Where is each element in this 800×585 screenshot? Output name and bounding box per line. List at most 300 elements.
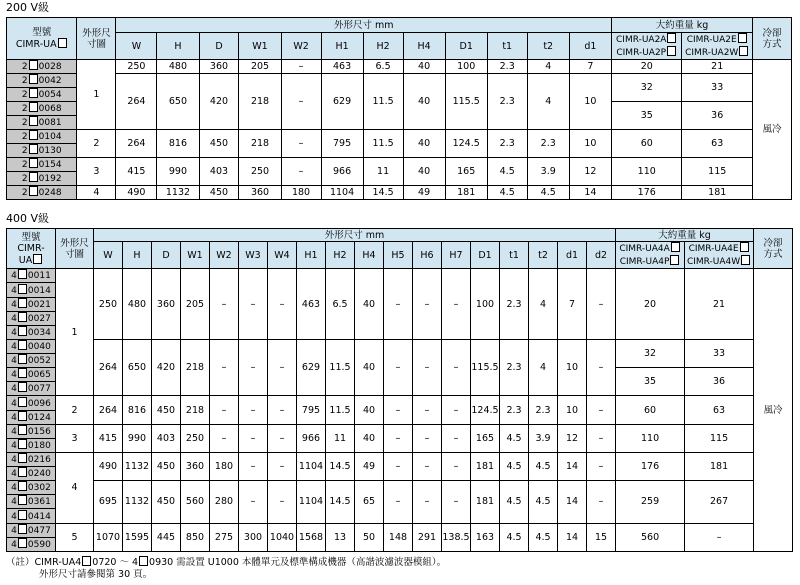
placeholder-box-icon bbox=[18, 382, 27, 392]
placeholder-box-icon bbox=[82, 556, 91, 566]
dim-cell: – bbox=[587, 424, 616, 452]
dim-cell: 264 bbox=[94, 396, 123, 424]
placeholder-box-icon bbox=[670, 255, 679, 265]
dim-cell: 650 bbox=[123, 339, 152, 396]
placeholder-box-icon bbox=[29, 102, 38, 112]
col-header: t1 bbox=[500, 242, 529, 269]
dim-cell: 795 bbox=[321, 130, 363, 158]
dim-cell: – bbox=[281, 158, 321, 186]
dim-cell: 990 bbox=[123, 424, 152, 452]
col-header: W bbox=[116, 33, 157, 60]
placeholder-box-icon bbox=[18, 354, 27, 364]
placeholder-box-icon bbox=[667, 33, 676, 43]
dim-cell: 11.5 bbox=[326, 396, 355, 424]
dim-cell: 2.3 bbox=[487, 74, 527, 130]
dim-cell: – bbox=[413, 481, 442, 523]
weight-cell: 115 bbox=[685, 424, 754, 452]
placeholder-box-icon bbox=[18, 284, 27, 294]
weight-cell: 181 bbox=[685, 452, 754, 480]
dim-cell: 14.5 bbox=[326, 481, 355, 523]
placeholder-box-icon bbox=[18, 538, 27, 548]
model-cell: 4 0096 bbox=[7, 396, 56, 410]
placeholder-box-icon bbox=[18, 411, 27, 421]
placeholder-box-icon bbox=[29, 172, 38, 182]
dim-cell: 415 bbox=[116, 158, 157, 186]
col-header: H4 bbox=[355, 242, 384, 269]
dim-cell: – bbox=[268, 339, 297, 396]
placeholder-box-icon bbox=[18, 312, 27, 322]
dim-cell: – bbox=[281, 74, 321, 130]
dim-cell: 115.5 bbox=[471, 339, 500, 396]
dim-cell: 650 bbox=[157, 74, 199, 130]
dim-cell: 1132 bbox=[123, 452, 152, 480]
dim-cell: 360 bbox=[181, 452, 210, 480]
dim-cell: 1040 bbox=[268, 523, 297, 551]
header-cooling: 冷卻 方式 bbox=[752, 18, 791, 60]
dim-cell: 275 bbox=[210, 523, 239, 551]
dim-cell: 10 bbox=[569, 74, 611, 130]
title-400v: 400 V級 bbox=[6, 212, 50, 225]
dim-cell: 2.3 bbox=[500, 269, 529, 340]
dim-cell: – bbox=[281, 130, 321, 158]
dim-cell: 50 bbox=[355, 523, 384, 551]
dim-cell: 11.5 bbox=[363, 130, 403, 158]
dim-cell: 181 bbox=[471, 481, 500, 523]
placeholder-box-icon bbox=[739, 46, 748, 56]
dim-cell: 360 bbox=[239, 186, 281, 200]
dim-cell: 1104 bbox=[297, 481, 326, 523]
dim-cell: 11.5 bbox=[363, 74, 403, 130]
header-model: 型號 CIMR- UA bbox=[7, 229, 56, 269]
col-header: H2 bbox=[363, 33, 403, 60]
model-cell: 2 0081 bbox=[7, 116, 77, 130]
dim-cell: 450 bbox=[152, 452, 181, 480]
model-cell: 4 0040 bbox=[7, 339, 56, 353]
col-header: D bbox=[199, 33, 239, 60]
dim-cell: 360 bbox=[152, 269, 181, 340]
weight-cell: 33 bbox=[685, 339, 754, 367]
dim-cell: 100 bbox=[471, 269, 500, 340]
dim-cell: 40 bbox=[355, 269, 384, 340]
dim-cell: 6.5 bbox=[363, 60, 403, 74]
footnote: （註）CIMR-UA4 0720 ～ 4 0930 需設置 U1000 本體單元及標準構成機器（高諧波濾波器模組）。 外形尺寸請參閱第 30 頁。 bbox=[6, 557, 447, 580]
dim-cell: 2.3 bbox=[500, 396, 529, 424]
dim-cell: 4 bbox=[527, 60, 569, 74]
weight-cell: 181 bbox=[682, 186, 752, 200]
dim-cell: 4.5 bbox=[529, 523, 558, 551]
col-header: W2 bbox=[210, 242, 239, 269]
dim-cell: 1132 bbox=[123, 481, 152, 523]
dim-cell: 163 bbox=[471, 523, 500, 551]
model-cell: 4 0077 bbox=[7, 382, 56, 396]
dim-cell: 480 bbox=[157, 60, 199, 74]
dim-cell: – bbox=[442, 269, 471, 340]
model-cell: 4 0052 bbox=[7, 354, 56, 368]
col-header: D1 bbox=[471, 242, 500, 269]
dim-cell: 403 bbox=[152, 424, 181, 452]
dim-cell: 250 bbox=[181, 424, 210, 452]
dim-cell: 180 bbox=[281, 186, 321, 200]
weight-cell: – bbox=[685, 523, 754, 551]
dim-cell: 420 bbox=[199, 74, 239, 130]
dim-cell: – bbox=[442, 452, 471, 480]
model-cell: 4 0021 bbox=[7, 297, 56, 311]
dim-cell: 966 bbox=[321, 158, 363, 186]
placeholder-box-icon bbox=[58, 38, 67, 48]
dim-cell: 4.5 bbox=[500, 523, 529, 551]
dim-cell: 100 bbox=[445, 60, 487, 74]
weight-cell: 35 bbox=[616, 368, 685, 396]
col-header: W2 bbox=[281, 33, 321, 60]
col-header: D bbox=[152, 242, 181, 269]
dim-cell: 291 bbox=[413, 523, 442, 551]
figure-cell: 3 bbox=[77, 158, 116, 186]
weight-cell: 35 bbox=[612, 102, 682, 130]
model-cell: 4 0240 bbox=[7, 467, 56, 481]
placeholder-box-icon bbox=[18, 368, 27, 378]
placeholder-box-icon bbox=[18, 467, 27, 477]
model-cell: 2 0068 bbox=[7, 102, 77, 116]
dim-cell: 1070 bbox=[94, 523, 123, 551]
figure-cell: 3 bbox=[56, 424, 94, 452]
col-header: W4 bbox=[268, 242, 297, 269]
dim-cell: 40 bbox=[355, 339, 384, 396]
col-header: H1 bbox=[297, 242, 326, 269]
col-header: d2 bbox=[587, 242, 616, 269]
dim-cell: 450 bbox=[199, 130, 239, 158]
dim-cell: 181 bbox=[445, 186, 487, 200]
weight-cell: 267 bbox=[685, 481, 754, 523]
header-figure: 外形尺 寸圖 bbox=[77, 18, 116, 60]
placeholder-box-icon bbox=[741, 255, 750, 265]
figure-cell: 1 bbox=[56, 269, 94, 396]
placeholder-box-icon bbox=[29, 74, 38, 84]
footnote-line-2: 外形尺寸請參閱第 30 頁。 bbox=[39, 569, 153, 580]
dim-cell: – bbox=[239, 452, 268, 480]
dim-cell: 560 bbox=[181, 481, 210, 523]
model-cell: 4 0216 bbox=[7, 452, 56, 466]
weight-cell: 32 bbox=[612, 74, 682, 102]
col-header: H4 bbox=[403, 33, 445, 60]
header-dimensions: 外形尺寸 mm bbox=[94, 229, 616, 242]
dim-cell: 4.5 bbox=[529, 481, 558, 523]
dim-cell: 1132 bbox=[157, 186, 199, 200]
weight-cell: 176 bbox=[616, 452, 685, 480]
model-cell: 4 0414 bbox=[7, 509, 56, 523]
dim-cell: 10 bbox=[558, 339, 587, 396]
dim-cell: 629 bbox=[297, 339, 326, 396]
weight-cell: 20 bbox=[612, 60, 682, 74]
dim-cell: 40 bbox=[403, 130, 445, 158]
placeholder-box-icon bbox=[738, 33, 747, 43]
figure-cell: 2 bbox=[56, 396, 94, 424]
dim-cell: 1104 bbox=[321, 186, 363, 200]
dim-cell: 2.3 bbox=[487, 130, 527, 158]
dim-cell: 450 bbox=[199, 186, 239, 200]
dim-cell: 7 bbox=[558, 269, 587, 340]
dim-cell: 4 bbox=[529, 269, 558, 340]
dim-cell: 4.5 bbox=[529, 452, 558, 480]
dim-cell: – bbox=[442, 396, 471, 424]
dim-cell: 1568 bbox=[297, 523, 326, 551]
dim-cell: 250 bbox=[94, 269, 123, 340]
placeholder-box-icon bbox=[740, 242, 749, 252]
dim-cell: 10 bbox=[569, 130, 611, 158]
dim-cell: 40 bbox=[403, 74, 445, 130]
model-cell: 2 0154 bbox=[7, 158, 77, 172]
placeholder-box-icon bbox=[33, 254, 42, 264]
placeholder-box-icon bbox=[139, 556, 148, 566]
dim-cell: – bbox=[268, 396, 297, 424]
dim-cell: 463 bbox=[297, 269, 326, 340]
weight-cell: 110 bbox=[616, 424, 685, 452]
col-header: H5 bbox=[384, 242, 413, 269]
weight-header-a: CIMR-UA2A CIMR-UA2P bbox=[612, 33, 682, 60]
dim-cell: 205 bbox=[181, 269, 210, 340]
dim-cell: 360 bbox=[199, 60, 239, 74]
dim-cell: – bbox=[413, 452, 442, 480]
dim-cell: – bbox=[587, 396, 616, 424]
col-header: d1 bbox=[558, 242, 587, 269]
model-cell: 2 0248 bbox=[7, 186, 77, 200]
header-model: 型號 CIMR-UA bbox=[7, 18, 77, 60]
title-200v: 200 V級 bbox=[6, 1, 50, 14]
figure-cell: 1 bbox=[77, 60, 116, 130]
dim-cell: – bbox=[442, 424, 471, 452]
dim-cell: – bbox=[442, 481, 471, 523]
dim-cell: 4 bbox=[529, 339, 558, 396]
placeholder-box-icon bbox=[18, 298, 27, 308]
dim-cell: 218 bbox=[181, 339, 210, 396]
dim-cell: – bbox=[587, 339, 616, 396]
model-cell: 2 0042 bbox=[7, 74, 77, 88]
dim-cell: 165 bbox=[445, 158, 487, 186]
dim-cell: 490 bbox=[116, 186, 157, 200]
col-header: D1 bbox=[445, 33, 487, 60]
dim-cell: 2.3 bbox=[487, 60, 527, 74]
dim-cell: 3.9 bbox=[527, 158, 569, 186]
dim-cell: 4.5 bbox=[487, 186, 527, 200]
placeholder-box-icon bbox=[18, 340, 27, 350]
dim-cell: 181 bbox=[471, 452, 500, 480]
dim-cell: 415 bbox=[94, 424, 123, 452]
dim-cell: 264 bbox=[94, 339, 123, 396]
cooling-cell: 風冷 bbox=[754, 269, 793, 552]
table-200v bbox=[6, 17, 792, 200]
weight-cell: 20 bbox=[616, 269, 685, 340]
dim-cell: – bbox=[384, 339, 413, 396]
dim-cell: 148 bbox=[384, 523, 413, 551]
dim-cell: – bbox=[239, 424, 268, 452]
dim-cell: – bbox=[239, 481, 268, 523]
dim-cell: – bbox=[413, 339, 442, 396]
dim-cell: 420 bbox=[152, 339, 181, 396]
placeholder-box-icon bbox=[18, 439, 27, 449]
dim-cell: 218 bbox=[181, 396, 210, 424]
weight-cell: 60 bbox=[612, 130, 682, 158]
weight-cell: 21 bbox=[685, 269, 754, 340]
header-weight: 大約重量 kg bbox=[612, 18, 753, 33]
model-cell: 4 0034 bbox=[7, 325, 56, 339]
dim-cell: – bbox=[268, 452, 297, 480]
dim-cell: 124.5 bbox=[445, 130, 487, 158]
header-figure: 外形尺 寸圖 bbox=[56, 229, 94, 269]
header-dimensions: 外形尺寸 mm bbox=[116, 18, 612, 33]
model-cell: 4 0027 bbox=[7, 311, 56, 325]
placeholder-box-icon bbox=[18, 326, 27, 336]
dim-cell: 180 bbox=[210, 452, 239, 480]
dim-cell: 450 bbox=[152, 396, 181, 424]
dim-cell: 2.3 bbox=[529, 396, 558, 424]
dim-cell: 280 bbox=[210, 481, 239, 523]
dim-cell: – bbox=[587, 452, 616, 480]
dim-cell: – bbox=[413, 396, 442, 424]
col-header: W1 bbox=[181, 242, 210, 269]
weight-header-b: CIMR-UA4E CIMR-UA4W bbox=[685, 242, 754, 269]
dim-cell: – bbox=[384, 424, 413, 452]
dim-cell: 795 bbox=[297, 396, 326, 424]
weight-cell: 115 bbox=[682, 158, 752, 186]
dim-cell: – bbox=[239, 269, 268, 340]
col-header: H6 bbox=[413, 242, 442, 269]
dim-cell: – bbox=[587, 481, 616, 523]
dim-cell: 1595 bbox=[123, 523, 152, 551]
col-header: W1 bbox=[239, 33, 281, 60]
placeholder-box-icon bbox=[18, 397, 27, 407]
figure-cell: 2 bbox=[77, 130, 116, 158]
col-header: H bbox=[123, 242, 152, 269]
dim-cell: – bbox=[384, 452, 413, 480]
dim-cell: 40 bbox=[355, 424, 384, 452]
model-cell: 4 0156 bbox=[7, 424, 56, 438]
dim-cell: 1104 bbox=[297, 452, 326, 480]
model-cell: 4 0477 bbox=[7, 523, 56, 537]
model-cell: 2 0192 bbox=[7, 172, 77, 186]
dim-cell: 138.5 bbox=[442, 523, 471, 551]
dim-cell: – bbox=[210, 339, 239, 396]
dim-cell: 10 bbox=[558, 396, 587, 424]
model-cell: 4 0361 bbox=[7, 495, 56, 509]
header-weight: 大約重量 kg bbox=[616, 229, 754, 242]
weight-cell: 32 bbox=[616, 339, 685, 367]
cooling-cell: 風冷 bbox=[752, 60, 791, 200]
weight-cell: 63 bbox=[682, 130, 752, 158]
dim-cell: 264 bbox=[116, 74, 157, 130]
col-header: t2 bbox=[529, 242, 558, 269]
figure-cell: 4 bbox=[77, 186, 116, 200]
dim-cell: 990 bbox=[157, 158, 199, 186]
dim-cell: – bbox=[268, 269, 297, 340]
dim-cell: 264 bbox=[116, 130, 157, 158]
weight-cell: 60 bbox=[616, 396, 685, 424]
header-cooling: 冷卻 方式 bbox=[754, 229, 793, 269]
dim-cell: 14 bbox=[558, 481, 587, 523]
placeholder-box-icon bbox=[18, 524, 27, 534]
col-header: H2 bbox=[326, 242, 355, 269]
dim-cell: – bbox=[268, 481, 297, 523]
dim-cell: – bbox=[442, 339, 471, 396]
dim-cell: 3.9 bbox=[529, 424, 558, 452]
dim-cell: 12 bbox=[569, 158, 611, 186]
col-header: t2 bbox=[527, 33, 569, 60]
dim-cell: 2.3 bbox=[500, 339, 529, 396]
dim-cell: 218 bbox=[239, 74, 281, 130]
dim-cell: – bbox=[587, 269, 616, 340]
dim-cell: 49 bbox=[403, 186, 445, 200]
model-cell: 4 0124 bbox=[7, 410, 56, 424]
placeholder-box-icon bbox=[29, 186, 38, 196]
dim-cell: 4.5 bbox=[500, 424, 529, 452]
dim-cell: 124.5 bbox=[471, 396, 500, 424]
dim-cell: 40 bbox=[403, 158, 445, 186]
weight-cell: 63 bbox=[685, 396, 754, 424]
table-400v bbox=[6, 228, 793, 552]
weight-header-a: CIMR-UA4A CIMR-UA4P bbox=[616, 242, 685, 269]
weight-cell: 176 bbox=[612, 186, 682, 200]
dim-cell: 165 bbox=[471, 424, 500, 452]
model-cell: 2 0028 bbox=[7, 60, 77, 74]
dim-cell: 40 bbox=[403, 60, 445, 74]
placeholder-box-icon bbox=[29, 144, 38, 154]
model-cell: 4 0011 bbox=[7, 269, 56, 283]
dim-cell: 205 bbox=[239, 60, 281, 74]
placeholder-box-icon bbox=[18, 510, 27, 520]
dim-cell: 450 bbox=[152, 481, 181, 523]
weight-cell: 259 bbox=[616, 481, 685, 523]
dim-cell: – bbox=[210, 396, 239, 424]
dim-cell: 966 bbox=[297, 424, 326, 452]
col-header: H bbox=[157, 33, 199, 60]
model-cell: 4 0065 bbox=[7, 368, 56, 382]
dim-cell: 816 bbox=[123, 396, 152, 424]
dim-cell: – bbox=[239, 339, 268, 396]
dim-cell: 14 bbox=[569, 186, 611, 200]
dim-cell: 14.5 bbox=[363, 186, 403, 200]
placeholder-box-icon bbox=[18, 269, 27, 279]
weight-header-b: CIMR-UA2E CIMR-UA2W bbox=[682, 33, 752, 60]
dim-cell: – bbox=[413, 424, 442, 452]
dim-cell: 816 bbox=[157, 130, 199, 158]
dim-cell: 7 bbox=[569, 60, 611, 74]
col-header: t1 bbox=[487, 33, 527, 60]
col-header: d1 bbox=[569, 33, 611, 60]
dim-cell: – bbox=[384, 396, 413, 424]
dim-cell: 40 bbox=[355, 396, 384, 424]
dim-cell: 4.5 bbox=[527, 186, 569, 200]
col-header: H7 bbox=[442, 242, 471, 269]
dim-cell: 14.5 bbox=[326, 452, 355, 480]
col-header: H1 bbox=[321, 33, 363, 60]
dim-cell: – bbox=[384, 481, 413, 523]
placeholder-box-icon bbox=[29, 60, 38, 70]
figure-cell: 4 bbox=[56, 452, 94, 523]
model-cell: 4 0302 bbox=[7, 481, 56, 495]
dim-cell: – bbox=[210, 269, 239, 340]
col-header: W bbox=[94, 242, 123, 269]
dim-cell: 4.5 bbox=[500, 452, 529, 480]
dim-cell: 49 bbox=[355, 452, 384, 480]
dim-cell: 4.5 bbox=[500, 481, 529, 523]
placeholder-box-icon bbox=[29, 130, 38, 140]
figure-cell: 5 bbox=[56, 523, 94, 551]
dim-cell: 65 bbox=[355, 481, 384, 523]
dim-cell: – bbox=[210, 424, 239, 452]
dim-cell: 11 bbox=[326, 424, 355, 452]
dim-cell: 695 bbox=[94, 481, 123, 523]
model-cell: 2 0130 bbox=[7, 144, 77, 158]
weight-cell: 21 bbox=[682, 60, 752, 74]
placeholder-box-icon bbox=[671, 242, 680, 252]
